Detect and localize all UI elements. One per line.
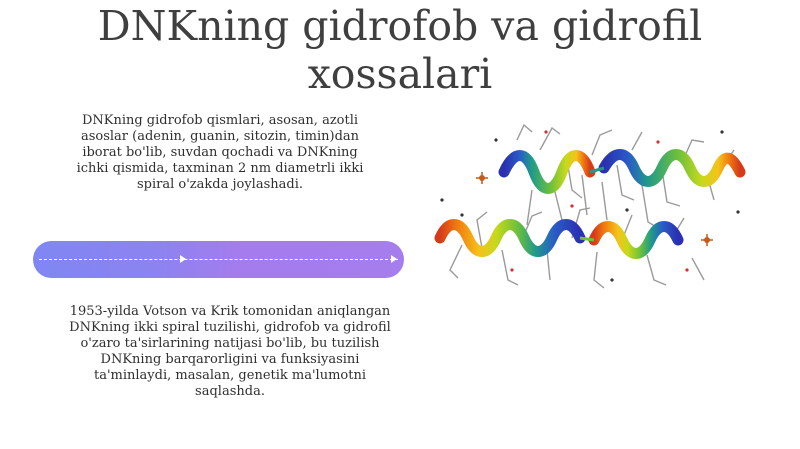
atoms [440,130,739,281]
paragraph-hydrophobic: DNKning gidrofob qismlari, asosan, azotli asoslar (adenin, guanin, sitozin, timin)dan iborat bo'lib, suvdan qochadi va DNKning ichki qismida, taxminan 2 nm diametrli ikki spiral o'zakda joylashadi. [76,113,364,192]
timeline-dashed-line [39,259,398,260]
protein-helix-structure-icon [422,120,752,295]
paragraph-watson-crick: 1953-yilda Votson va Krik tomonidan aniqlangan DNKning ikki spiral tuzilishi, gidrofob va gidrofil o'zaro ta'sirlarining natijasi bo'lib, bu tuzilish DNKning barqarorligini va funksiyasini ta'minlaydi, masalan, genetik ma'lumotni saqlashda. [69,304,391,399]
side-chains [450,125,734,288]
timeline-bar [33,241,404,278]
slide-title: DNKning gidrofob va gidrofil xossalari [97,2,703,98]
top-helix [504,155,740,189]
timeline-end-arrow-icon [391,255,397,263]
timeline-arrow-icon [180,255,186,263]
bottom-helix [440,225,678,254]
